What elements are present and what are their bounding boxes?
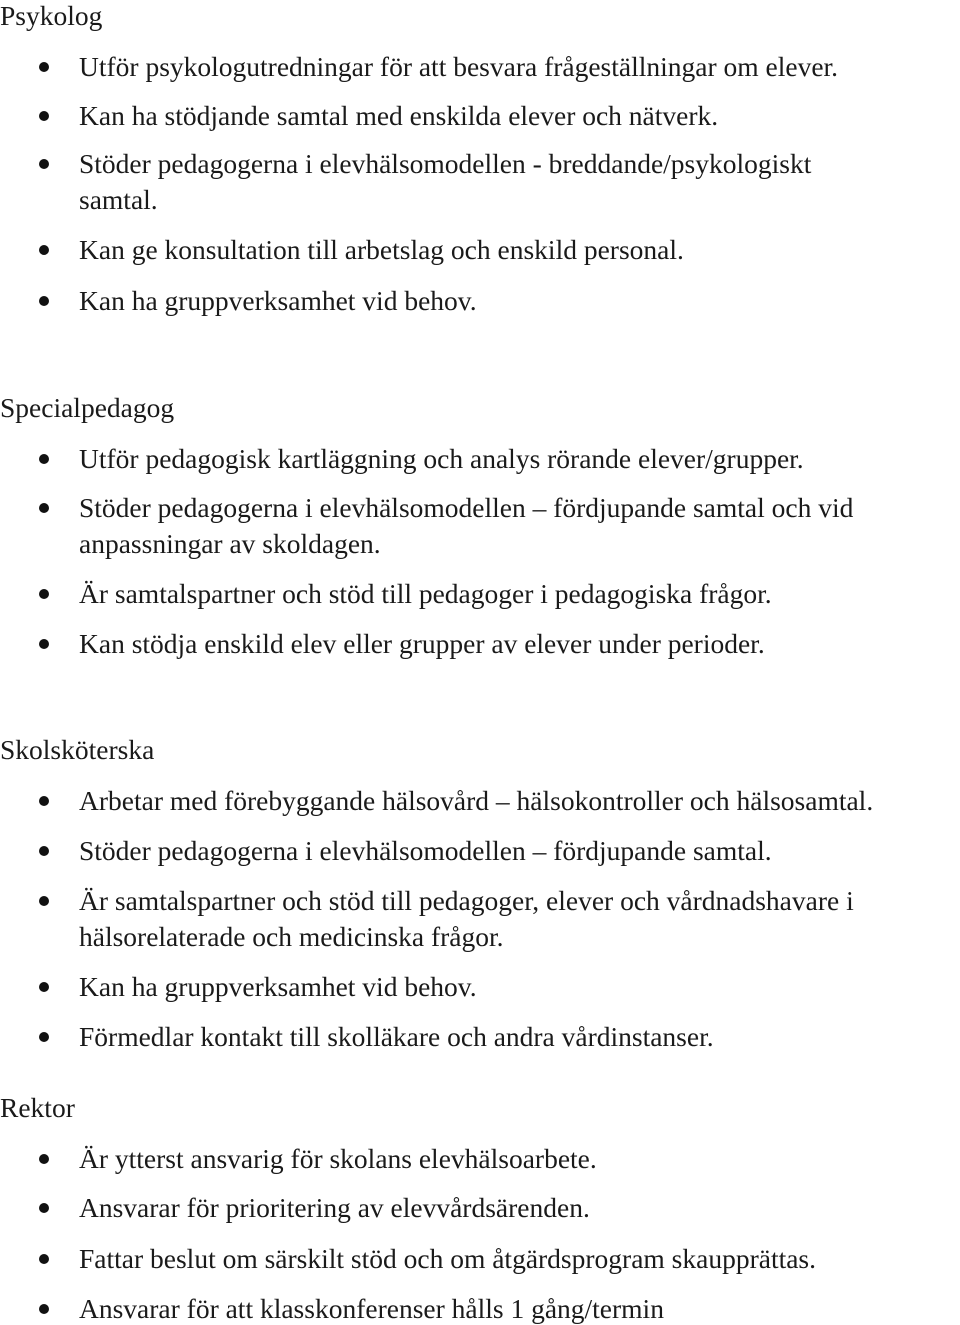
list-item: Ansvarar för prioritering av elevvårdsärenden. <box>79 1192 590 1223</box>
bullet-icon <box>39 846 49 856</box>
heading-specialpedagog: Specialpedagog <box>0 392 175 423</box>
bullet-icon <box>39 62 49 72</box>
bullet-icon <box>39 639 49 649</box>
list-item: Stöder pedagogerna i elevhälsomodellen – fördjupande samtal och vid <box>79 492 854 523</box>
bullet-icon <box>39 503 49 513</box>
list-item: Förmedlar kontakt till skolläkare och andra vårdinstanser. <box>79 1021 714 1052</box>
heading-skolskoterska: Skolsköterska <box>0 734 155 765</box>
list-item: Arbetar med förebyggande hälsovård – hälsokontroller och hälsosamtal. <box>79 785 874 816</box>
list-item: Kan stödja enskild elev eller grupper av elever under perioder. <box>79 628 765 659</box>
list-item: Kan ha gruppverksamhet vid behov. <box>79 285 477 316</box>
bullet-icon <box>39 896 49 906</box>
list-item: Stöder pedagogerna i elevhälsomodellen - breddande/psykologiskt <box>79 148 812 179</box>
bullet-icon <box>39 111 49 121</box>
heading-psykolog: Psykolog <box>0 0 103 31</box>
list-item: Är samtalspartner och stöd till pedagoger i pedagogiska frågor. <box>79 578 772 609</box>
bullet-icon <box>39 1203 49 1213</box>
bullet-icon <box>39 1154 49 1164</box>
list-item-continuation: hälsorelaterade och medicinska frågor. <box>79 921 504 952</box>
list-item: Är samtalspartner och stöd till pedagoger, elever och vårdnadshavare i <box>79 885 854 916</box>
list-item: Utför pedagogisk kartläggning och analys rörande elever/grupper. <box>79 443 804 474</box>
list-item: Kan ge konsultation till arbetslag och enskild personal. <box>79 234 684 265</box>
bullet-icon <box>39 296 49 306</box>
bullet-icon <box>39 245 49 255</box>
list-item-continuation: samtal. <box>79 184 158 215</box>
bullet-icon <box>39 454 49 464</box>
bullet-icon <box>39 159 49 169</box>
list-item: Stöder pedagogerna i elevhälsomodellen – fördjupande samtal. <box>79 835 772 866</box>
bullet-icon <box>39 1032 49 1042</box>
bullet-icon <box>39 1254 49 1264</box>
bullet-icon <box>39 589 49 599</box>
heading-rektor: Rektor <box>0 1092 75 1123</box>
list-item: Fattar beslut om särskilt stöd och om åtgärdsprogram skaupprättas. <box>79 1243 817 1274</box>
list-item: Kan ha stödjande samtal med enskilda elever och nätverk. <box>79 100 719 131</box>
bullet-icon <box>39 796 49 806</box>
list-item: Ansvarar för att klasskonferenser hålls 1 gång/termin <box>79 1293 664 1324</box>
list-item: Kan ha gruppverksamhet vid behov. <box>79 971 477 1002</box>
list-item: Är ytterst ansvarig för skolans elevhälsoarbete. <box>79 1143 597 1174</box>
bullet-icon <box>39 982 49 992</box>
list-item: Utför psykologutredningar för att besvara frågeställningar om elever. <box>79 51 839 82</box>
bullet-icon <box>39 1304 49 1314</box>
list-item-continuation: anpassningar av skoldagen. <box>79 528 381 559</box>
